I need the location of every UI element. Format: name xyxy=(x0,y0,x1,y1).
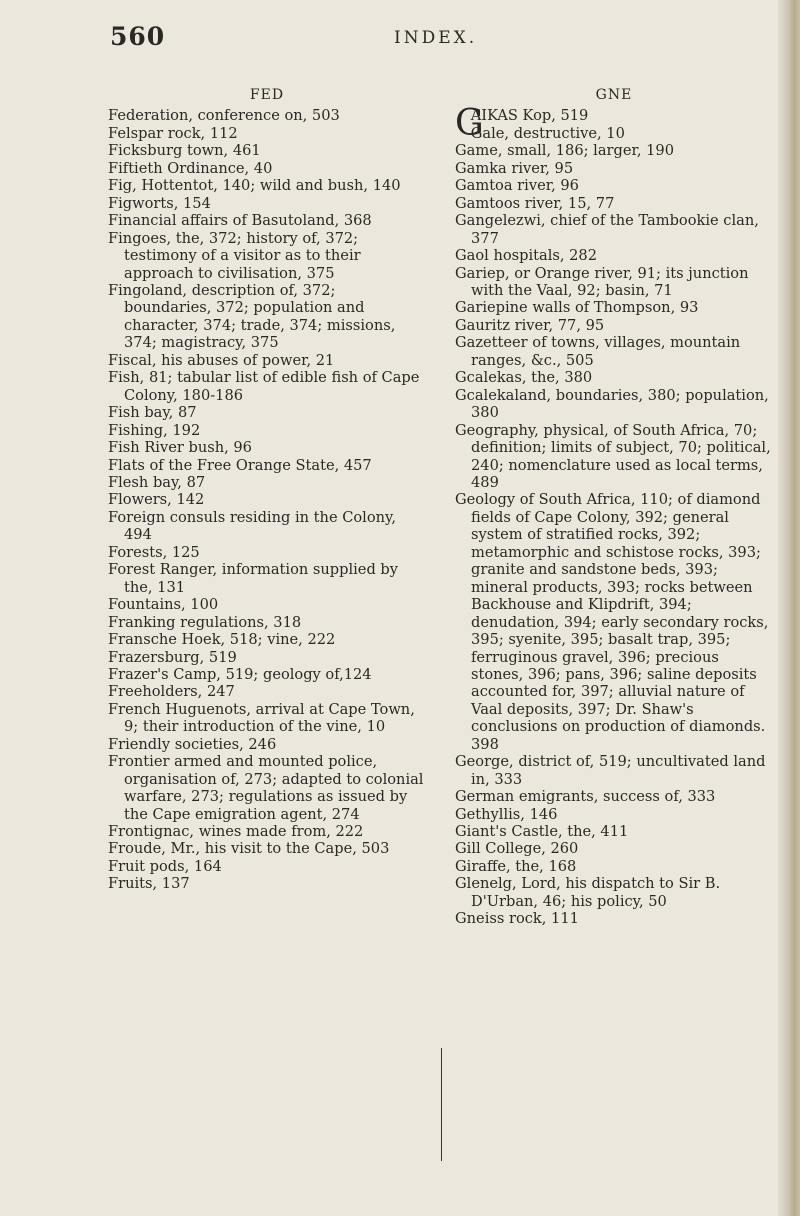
index-entry: Fransche Hoek, 518; vine, 222 xyxy=(108,631,336,649)
index-entry: Gill College, 260 xyxy=(455,840,579,858)
index-entry: Gariepine walls of Thompson, 93 xyxy=(455,299,699,317)
first-entry-text: AIKAS Kop, 519 xyxy=(470,107,589,125)
index-entry: French Huguenots, arrival at Cape Town, 9; their introduction of the vine, 10 xyxy=(108,700,415,736)
index-entry: Geography, physical, of South Africa, 70; definition; limits of subject, 70; political, 240; nomenclature used as local terms, 489 xyxy=(455,421,771,491)
index-entry: Figworts, 154 xyxy=(108,194,211,212)
page-header xyxy=(110,22,750,62)
index-entry: Ficksburg town, 461 xyxy=(108,142,261,160)
index-entry: Gazetteer of towns, villages, mountain ranges, &c., 505 xyxy=(455,334,741,369)
index-entry: German emigrants, success of, 333 xyxy=(455,788,716,806)
index-entry: Fish River bush, 96 xyxy=(108,439,252,457)
index-entry: Gaol hospitals, 282 xyxy=(455,247,597,265)
index-entry: Fish, 81; tabular list of edible fish of Cape Colony, 180-186 xyxy=(108,369,420,404)
index-entry: Gariep, or Orange river, 91; its junction with the Vaal, 92; basin, 71 xyxy=(455,264,749,299)
column-rule xyxy=(441,1048,442,1161)
index-entry: Glenelg, Lord, his dispatch to Sir B. D'Urban, 46; his policy, 50 xyxy=(455,875,721,910)
index-entry: Flats of the Free Orange State, 457 xyxy=(108,456,372,474)
index-entry: Froude, Mr., his visit to the Cape, 503 xyxy=(108,840,390,858)
index-entry: Giant's Castle, the, 411 xyxy=(455,823,629,841)
index-entry: George, district of, 519; uncultivated land in, 333 xyxy=(455,753,766,788)
left-index-column xyxy=(108,87,426,893)
index-entry: Fiftieth Ordinance, 40 xyxy=(108,159,273,177)
index-entry: Foreign consuls residing in the Colony, 494 xyxy=(108,508,396,544)
index-entry: Flesh bay, 87 xyxy=(108,473,206,491)
index-entry: Gauritz river, 77, 95 xyxy=(455,316,605,334)
page-edge-shadow xyxy=(778,0,800,1216)
index-entry: Gethyllis, 146 xyxy=(455,805,558,823)
index-entry: Giraffe, the, 168 xyxy=(455,857,577,875)
index-entry: Fountains, 100 xyxy=(108,596,219,614)
right-entry-list xyxy=(455,125,773,928)
index-entry: Gamtoa river, 96 xyxy=(455,177,579,195)
index-entry: Fingoes, the, 372; history of, 372; testimony of a visitor as to their approach to civilisation, 375 xyxy=(108,229,361,282)
index-entry: Game, small, 186; larger, 190 xyxy=(455,142,674,160)
index-entry: Franking regulations, 318 xyxy=(108,613,302,631)
index-entry: Frontignac, wines made from, 222 xyxy=(108,823,364,841)
right-column-heading: GNE xyxy=(595,87,633,103)
index-entry: Fiscal, his abuses of power, 21 xyxy=(108,351,335,369)
index-entry: Forests, 125 xyxy=(108,543,200,561)
index-entry: Frazersburg, 519 xyxy=(108,648,237,666)
index-entry: Fish bay, 87 xyxy=(108,404,197,422)
page-number: 560 xyxy=(110,22,166,51)
index-entry: Fruits, 137 xyxy=(108,875,190,893)
right-index-column xyxy=(455,87,773,928)
index-entry: Frazer's Camp, 519; geology of,124 xyxy=(108,665,372,683)
index-entry: Frontier armed and mounted police, organisation of, 273; adapted to colonial warfare, 273; regulations as issued by the Cape emigration agent, 274 xyxy=(108,753,424,823)
index-entry: Gcalekaland, boundaries, 380; population, 380 xyxy=(455,386,769,422)
index-entry: Gamka river, 95 xyxy=(455,159,574,177)
index-entry: Financial affairs of Basutoland, 368 xyxy=(108,212,372,230)
index-entry: Fingoland, description of, 372; boundaries, 372; population and character, 374; trade, 374; missions, 374; magistracy, 375 xyxy=(108,281,396,352)
index-entry: Geology of South Africa, 110; of diamond fields of Cape Colony, 392; general system of stratified rocks, 392; metamorphic and schistose rocks, 393; granite and sandstone beds, 393; mineral products, 393; rocks between Backhouse and Klipdrift, 394; denudation, 394; early secondary rocks, 395; syenite, 395; basalt trap, 395; ferruginous gravel, 396; precious stones, 396; pans, 396; saline deposits accounted for, 397; alluvial nature of Vaal deposits, 397; Dr. Shaw's conclusions on production of diamonds. 398 xyxy=(455,491,769,753)
left-column-heading: FED xyxy=(249,87,285,103)
left-entry-list xyxy=(108,107,426,892)
index-entry: Friendly societies, 246 xyxy=(108,735,277,753)
index-entry: Forest Ranger, information supplied by the, 131 xyxy=(108,561,399,596)
index-entry: Fig, Hottentot, 140; wild and bush, 140 xyxy=(108,177,401,195)
index-entry: Flowers, 142 xyxy=(108,491,205,509)
index-entry: Gale, destructive, 10 xyxy=(470,124,625,142)
index-entry: Gamtoos river, 15, 77 xyxy=(455,194,615,212)
index-entry: Felspar rock, 112 xyxy=(108,124,238,142)
index-entry: Gangelezwi, chief of the Tambookie clan, 377 xyxy=(455,212,759,247)
index-entry: Gcalekas, the, 380 xyxy=(455,369,593,387)
index-entry: Fishing, 192 xyxy=(108,421,201,439)
index-entry: Fruit pods, 164 xyxy=(108,857,222,875)
running-head: INDEX. xyxy=(394,28,478,48)
drop-cap-initial: G xyxy=(455,103,484,145)
index-entry: Federation, conference on, 503 xyxy=(108,107,340,125)
index-entry: Gneiss rock, 111 xyxy=(455,910,579,928)
index-entry: Freeholders, 247 xyxy=(108,683,235,701)
